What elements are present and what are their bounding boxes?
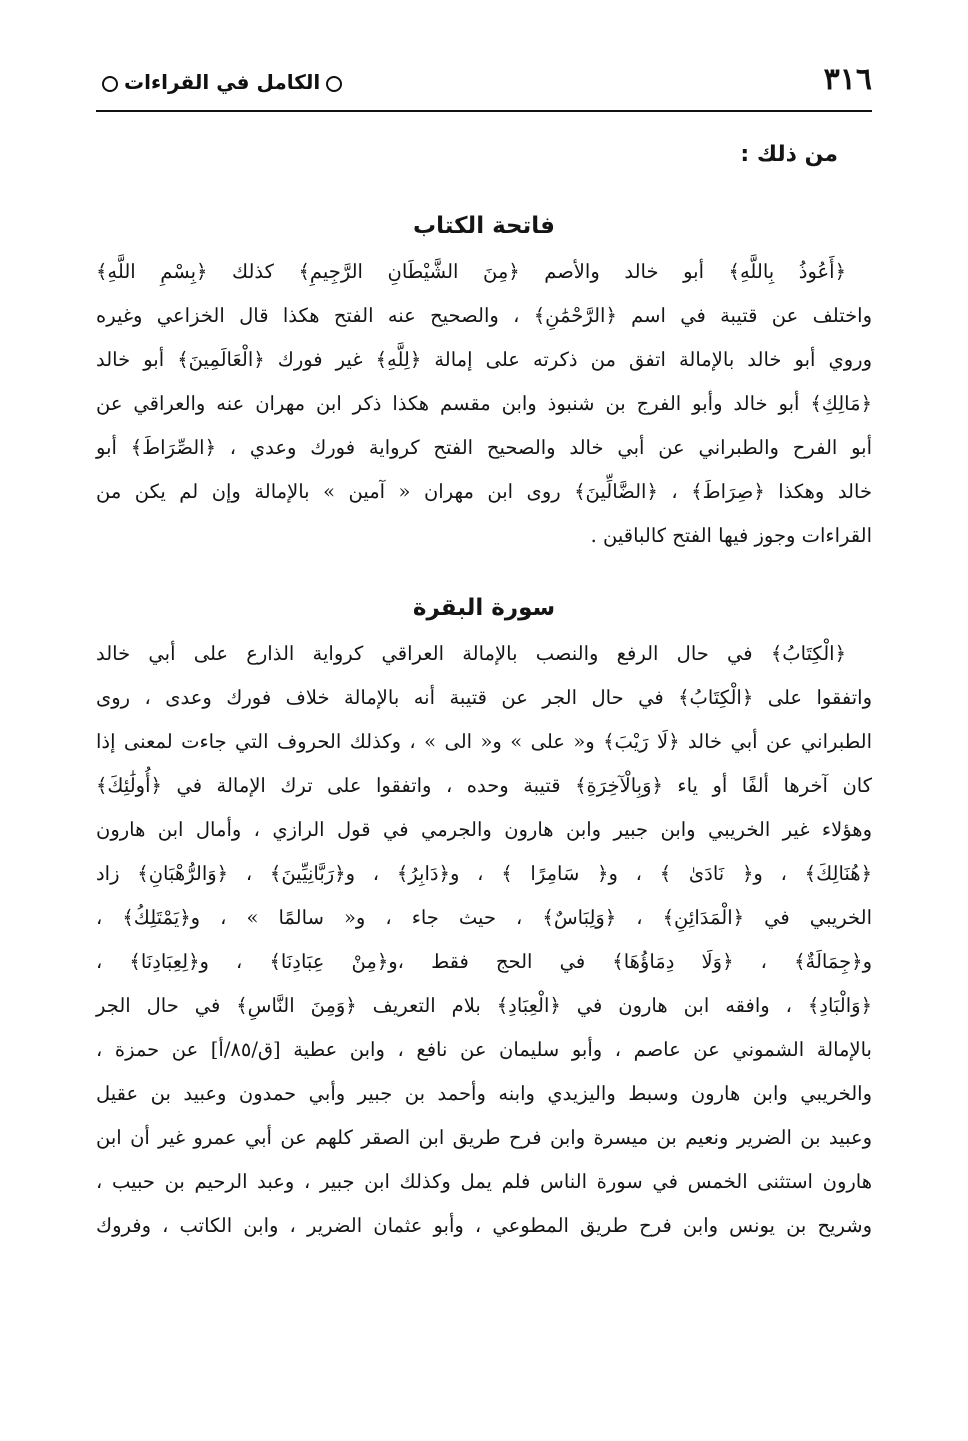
- running-header: [96, 58, 872, 112]
- text-line: والخريبي وابن هارون وسبط واليزيدي وابنه وأحمد بن جبير وأبي حمدون وعبيد بن عقيل: [96, 1082, 872, 1105]
- section-baqarah-text: [96, 632, 872, 1248]
- text-line: وشريح بن يونس وابن فرح طريق المطوعي ، وأبو عثمان الضرير ، وابن الكاتب ، وفروك: [96, 1214, 872, 1237]
- ring-ornament-icon: [326, 76, 342, 92]
- text-line: و﴿جِمَالَةٌ﴾ ، ﴿وَلَا دِمَاؤُهَا﴾ في الحج فقط ،و﴿مِنْ عِبَادِنَا﴾ ، و﴿لِعِبَادِنَا﴾ ،: [96, 950, 872, 973]
- section-heading-baqarah: سورة البقرة: [412, 595, 556, 621]
- ring-ornament-icon: [102, 76, 118, 92]
- running-title: [96, 70, 348, 94]
- text-line: ﴿مَالِكِ﴾ أبو خالد وأبو الفرج بن شنبوذ وابن مقسم هكذا ذكر ابن مهران عنه والعراقي عن: [96, 392, 872, 415]
- running-title-text: الكامل في القراءات: [124, 70, 321, 94]
- text-line: واتفقوا على ﴿الْكِتَابُ﴾ في حال الجر عن قتيبة أنه بالإمالة خلاف فورك وعدى ، روى: [96, 686, 872, 709]
- text-line: وهؤلاء غير الخريبي وابن جبير وابن هارون والجرمي في قول الرازي ، وأمال ابن هارون: [96, 818, 872, 841]
- text-line: كان آخرها ألفًا أو ياء ﴿وَبِالْآخِرَةِ﴾ قتيبة وحده ، واتفقوا على ترك الإمالة في ﴿أُولَٰئِكَ﴾: [96, 774, 872, 797]
- text-line: أبو الفرح والطبراني عن أبي خالد والصحيح الفتح كرواية فورك وعدي ، ﴿الصِّرَاطَ﴾ أبو: [96, 436, 872, 459]
- text-line: ﴿وَالْبَادِ﴾ ، وافقه ابن هارون في ﴿الْعِبَادِ﴾ بلام التعريف ﴿وَمِنَ النَّاسِ﴾ في حال الجر: [96, 994, 872, 1017]
- text-line: واختلف عن قتيبة في اسم ﴿الرَّحْمَٰنِ﴾ ، والصحيح عنه الفتح هكذا قال الخزاعي وغيره: [96, 304, 872, 327]
- text-line: الخريبي في ﴿الْمَدَائِنِ﴾ ، ﴿وَلِبَاسٌ﴾ ، حيث جاء ، و« سالمًا » ، و﴿يَمْتَلِكُ﴾ ،: [96, 906, 872, 929]
- section-fatiha-text: [96, 250, 872, 558]
- text-line: القراءات وجوز فيها الفتح كالباقين .: [590, 524, 872, 547]
- text-line: وعبيد بن الضرير ونعيم بن ميسرة وابن فرح طريق ابن الصقر كلهم عن أبي عمرو غير أن ابن: [96, 1126, 872, 1149]
- section-heading-fatiha: فاتحة الكتاب: [413, 213, 555, 239]
- text-line: ﴿أَعُوذُ بِاللَّهِ﴾ أبو خالد والأصم ﴿مِنَ الشَّيْطَانِ الرَّجِيمِ﴾ كذلك ﴿بِسْمِ اللَّهِ﴾: [96, 260, 846, 283]
- text-line: الطبراني عن أبي خالد ﴿لَا رَيْبَ﴾ و« على » و« الى » ، وكذلك الحروف التي جاءت لمعنى إذا: [96, 730, 872, 753]
- text-line: ﴿الْكِتَابُ﴾ في حال الرفع والنصب بالإمالة العراقي كرواية الذارع على أبي خالد: [96, 642, 846, 665]
- main-text: [96, 140, 872, 1248]
- text-line: ﴿هُنَالِكَ﴾ ، و﴿ نَادَىٰ ﴾ ، و﴿ سَامِرًا ﴾ ، و﴿دَابِرُ﴾ ، و﴿رَبَّانِيِّينَ﴾ ، ﴿وَالرُّهْبَانِ﴾ زاد: [96, 862, 872, 885]
- text-line: هارون استثنى الخمس في سورة الناس فلم يمل وكذلك ابن جبير ، وعبد الرحيم بن حبيب ،: [96, 1170, 872, 1193]
- text-line: خالد وهكذا ﴿صِرَاطَ﴾ ، ﴿الضَّالِّينَ﴾ روى ابن مهران « آمين » بالإمالة وإن لم يكن من: [96, 480, 872, 503]
- intro-phrase: من ذلك :: [740, 142, 838, 167]
- page-number: ٣١٦: [823, 62, 872, 97]
- text-line: بالإمالة الشموني عن عاصم ، وأبو سليمان عن نافع ، وابن عطية [ق/٨٥/أ] عن حمزة ،: [96, 1038, 872, 1061]
- text-line: وروي أبو خالد بالإمالة اتفق من ذكرته على إمالة ﴿لِلَّهِ﴾ غير فورك ﴿الْعَالَمِينَ﴾ أبو خالد: [96, 348, 872, 371]
